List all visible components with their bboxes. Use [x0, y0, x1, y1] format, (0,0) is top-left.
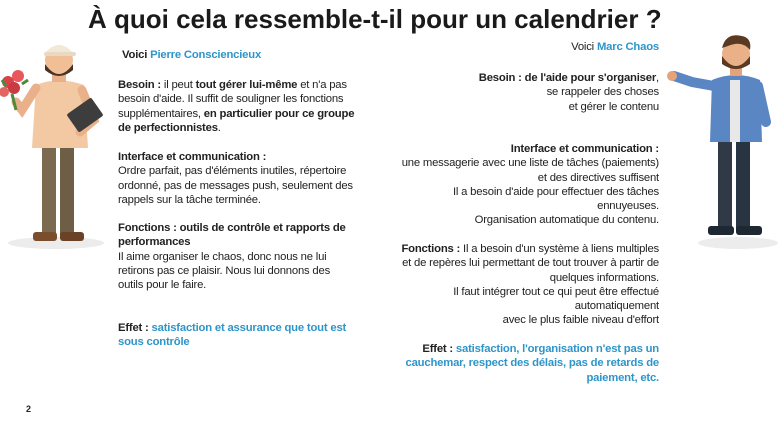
left-besoin-text-1: il peut — [160, 79, 196, 91]
left-intro — [122, 48, 261, 62]
right-fonctions-line: et de repères lui permettant de tout trouver à partir de — [402, 257, 659, 270]
left-interface — [118, 150, 358, 207]
right-effet-line: satisfaction, l'organisation n'est pas un — [452, 343, 659, 355]
right-besoin-line-3: et gérer le contenu — [568, 100, 659, 113]
pierre-illustration — [0, 40, 112, 252]
right-persona-name: Marc Chaos — [596, 41, 659, 53]
left-besoin-bold-2: en particulier pour ce groupe de perfectionnistes — [118, 107, 355, 134]
right-besoin-line-2: se rappeler des choses — [546, 86, 659, 99]
right-interface-label: Interface et communication : — [510, 143, 659, 155]
right-fonctions-line: automatiquement — [574, 300, 659, 313]
left-besoin-bold-1: tout gérer lui-même — [195, 79, 298, 91]
right-effet-line: paiement, etc. — [586, 371, 659, 384]
right-effet-line: cauchemar, respect des délais, pas de retards de — [405, 357, 659, 370]
right-fonctions-line: Il a besoin d'un système à liens multiples — [460, 243, 659, 255]
page-title: À quoi cela ressemble-t-il pour un calendrier ? — [88, 4, 662, 34]
right-fonctions-line: avec le plus faible niveau d'effort — [502, 314, 659, 327]
left-persona-name: Pierre Consciencieux — [150, 49, 262, 61]
left-besoin-text-3: . — [217, 121, 221, 134]
right-besoin-comma: , — [656, 72, 659, 84]
left-intro-prefix: Voici — [122, 49, 148, 61]
right-interface — [369, 142, 659, 228]
right-interface-line: ennuyeuses. — [597, 200, 659, 213]
left-fonctions-label: Fonctions : outils de contrôle et rapports de performances — [118, 222, 346, 249]
right-effet-label: Effet : — [422, 343, 453, 355]
right-besoin-label: Besoin : de l'aide pour s'organiser — [478, 72, 657, 84]
right-fonctions-line: Il faut intégrer tout ce qui peut être effectué — [453, 285, 659, 298]
left-fonctions — [118, 221, 358, 292]
right-interface-line: une messagerie avec une liste de tâches (paiements) — [401, 157, 659, 170]
right-interface-line: Il a besoin d'aide pour effectuer des tâches — [452, 185, 659, 198]
left-fonctions-text: Il aime organiser le chaos, donc nous ne lui retirons pas ce plaisir. Nous lui donnons des outils pour le faire. — [118, 250, 331, 292]
marc-illustration — [666, 30, 780, 252]
right-fonctions-label: Fonctions : — [401, 243, 461, 255]
page-number: 2 — [26, 404, 32, 414]
right-besoin — [369, 71, 659, 114]
left-effet-text: satisfaction et assurance que tout est sous contrôle — [118, 322, 347, 349]
right-interface-line: Organisation automatique du contenu. — [474, 214, 659, 227]
left-besoin-label: Besoin : — [118, 79, 161, 91]
left-effet — [118, 321, 358, 350]
left-interface-text: Ordre parfait, pas d'éléments inutiles, répertoire ordonné, pas de messages push, seulement des rappels sur la tâche terminée. — [118, 165, 353, 206]
right-intro — [369, 40, 659, 54]
left-effet-label: Effet : — [118, 322, 149, 334]
left-besoin-text-2: et n'a pas besoin d'aide. Il suffit de souligner les fonctions supplémentaires, — [118, 79, 347, 120]
right-effet — [369, 342, 659, 385]
left-besoin — [118, 78, 358, 135]
left-interface-label: Interface et communication : — [118, 151, 267, 163]
right-fonctions-line: quelques informations. — [549, 271, 659, 284]
right-intro-prefix: Voici — [571, 41, 594, 53]
right-fonctions — [369, 242, 659, 328]
right-interface-line: et des directives suffisent — [537, 171, 659, 184]
